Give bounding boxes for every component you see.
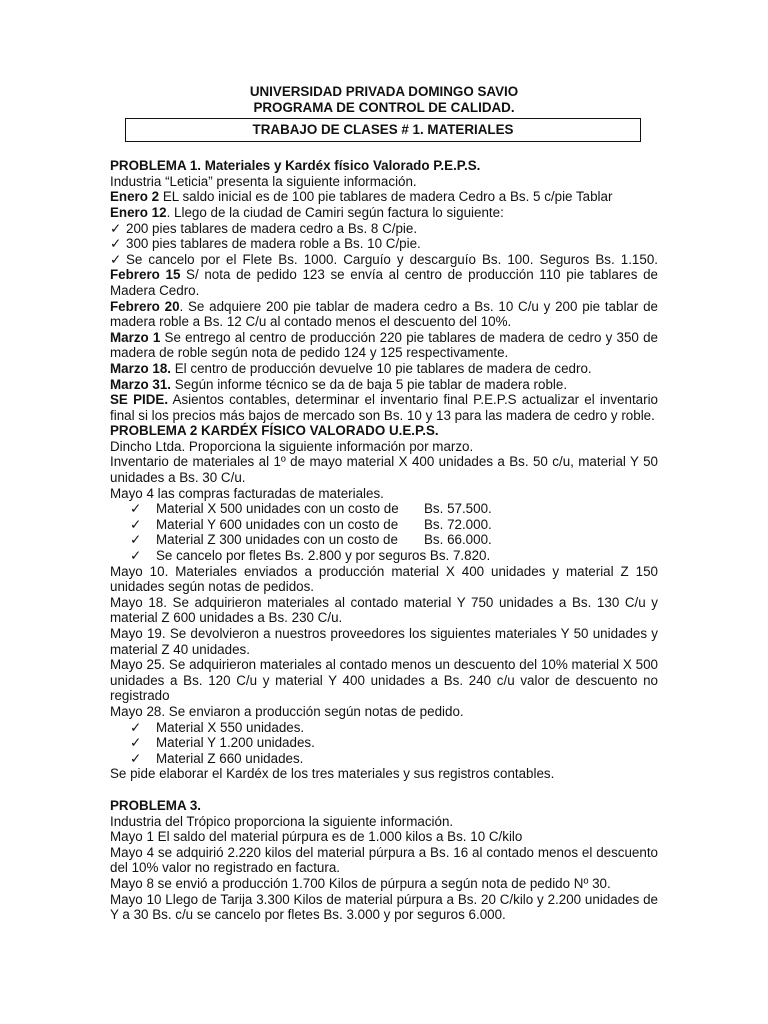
check-item: ✓ 200 pies tablares de madera cedro a Bs. 8 C/pie. — [110, 220, 418, 236]
p1-enero-12 — [110, 205, 658, 221]
date-label: Enero 2 — [110, 189, 160, 205]
p1-marzo-18 — [110, 361, 658, 377]
entry-text: Según informe técnico se da de baja 5 pie tablar de madera roble. — [171, 376, 568, 392]
p2-mayo-19: Mayo 19. Se devolvieron a nuestros proveedores los siguientes materiales Y 50 unidades y material Z 40 unidades. — [110, 626, 658, 657]
checkmark-icon: ✓ — [130, 750, 142, 766]
p3-mayo-10: Mayo 10 Llego de Tarija 3.300 Kilos de material púrpura a Bs. 20 C/kilo y 2.200 unidades de Y a 30 Bs. c/u se cancelo por fletes Bs. 3.000 y por seguros 6.000. — [110, 891, 658, 923]
check-item: ✓ Se cancelo por el Flete Bs. 1000. Carguío y descarguío Bs. 100. Seguros Bs. 1.150. — [110, 251, 658, 267]
sent-item: ✓ Material Z 660 unidades. — [130, 750, 304, 766]
p2-mayo-4: Mayo 4 las compras facturadas de materiales. — [110, 485, 384, 501]
problem-2-title: PROBLEMA 2 KARDÉX FÍSICO VALORADO U.E.P.S. — [110, 423, 439, 439]
checkmark-icon: ✓ — [130, 548, 142, 564]
p1-marzo-31 — [110, 377, 658, 393]
entry-text: . Se adquiere 200 pie tablar de madera cedro a Bs. 10 C/u y 200 pie tablar de madera roble a Bs. 12 C/u al contado menos el descuento del 10%. — [110, 298, 658, 330]
date-label: Marzo 31. — [110, 376, 172, 392]
p1-febrero-20 — [110, 299, 658, 330]
program-title: PROGRAMA DE CONTROL DE CALIDAD. — [253, 99, 515, 115]
p1-enero-2 — [110, 189, 658, 205]
problem-1-title: PROBLEMA 1. Materiales y Kardéx físico Valorado P.E.P.S. — [110, 158, 481, 174]
checkmark-icon: ✓ — [130, 532, 142, 548]
entry-text: S/ nota de pedido 123 se envía al centro de producción 110 pie tablares de Madera Cedro. — [110, 267, 658, 298]
freight-item: ✓ Se cancelo por fletes Bs. 2.800 y por seguros Bs. 7.820. — [130, 548, 491, 564]
p2-mayo-25: Mayo 25. Se adquirieron materiales al contado menos un descuento del 10% material X 500 unidades a Bs. 120 C/u y material Y 400 unidades a Bs. 240 c/u valor de descuento no registrado — [110, 657, 658, 704]
purchase-item: ✓ Material X 500 unidades con un costo de Bs. 57.500. — [130, 501, 492, 517]
date-label: Febrero 15 — [110, 267, 181, 283]
work-title-box: TRABAJO DE CLASES # 1. MATERIALES — [125, 118, 641, 142]
entry-text: . Llego de la ciudad de Camiri según factura lo siguiente: — [166, 204, 504, 220]
checkmark-icon: ✓ — [130, 501, 142, 517]
problem-2-intro: Dincho Ltda. Proporciona la siguiente información por marzo. — [110, 438, 474, 454]
date-label: Marzo 18. — [110, 360, 172, 376]
p2-mayo-28: Mayo 28. Se enviaron a producción según notas de pedido. — [110, 703, 464, 719]
date-label: Enero 12 — [110, 204, 167, 220]
date-label: SE PIDE. — [110, 392, 169, 408]
purchase-item: ✓ Material Z 300 unidades con un costo de Bs. 66.000. — [130, 532, 492, 548]
problem-1-intro: Industria “Leticia” presenta la siguiente información. — [110, 173, 417, 189]
problem-3-intro: Industria del Trópico proporciona la siguiente información. — [110, 813, 454, 829]
checkmark-icon: ✓ — [130, 719, 142, 735]
checkmark-icon: ✓ — [110, 220, 122, 236]
university-title: UNIVERSIDAD PRIVADA DOMINGO SAVIO — [249, 84, 519, 99]
problem-3-title: PROBLEMA 3. — [110, 797, 202, 813]
checkmark-icon: ✓ — [110, 251, 122, 267]
p1-marzo-1 — [110, 330, 658, 361]
p3-mayo-4: Mayo 4 se adquirió 2.220 kilos del material púrpura a Bs. 16 al contado menos el descuento del 10% valor no registrado en factura. — [110, 844, 658, 876]
entry-text: Se entrego al centro de producción 220 pie tablares de madera de cedro y 350 de madera de roble según nota de pedido 124 y 125 respectivamente. — [110, 329, 658, 361]
purchase-item: ✓ Material Y 600 unidades con un costo de Bs. 72.000. — [130, 516, 492, 532]
entry-text: El centro de producción devuelve 10 pie tablares de madera de cedro. — [171, 360, 592, 376]
p2-mayo-10: Mayo 10. Materiales enviados a producción material X 400 unidades y material Z 150 unidades según notas de pedidos. — [110, 563, 658, 595]
p1-febrero-15 — [110, 267, 658, 298]
p2-inventory: Inventario de materiales al 1º de mayo material X 400 unidades a Bs. 50 c/u, material Y 50 unidades a Bs. 30 C/u. — [110, 454, 658, 486]
sent-item: ✓ Material X 550 unidades. — [130, 719, 305, 735]
document-page — [110, 84, 658, 923]
check-item: ✓ 300 pies tablares de madera roble a Bs. 10 C/pie. — [110, 236, 421, 252]
checkmark-icon: ✓ — [130, 516, 142, 532]
p2-mayo-18: Mayo 18. Se adquirieron materiales al contado material Y 750 unidades a Bs. 130 C/u y material Z 600 unidades a Bs. 230 C/u. — [110, 594, 658, 626]
checkmark-icon: ✓ — [110, 236, 122, 252]
p3-mayo-1: Mayo 1 El saldo del material púrpura es de 1.000 kilos a Bs. 10 C/kilo — [110, 829, 523, 845]
entry-text: Asientos contables, determinar el inventario final P.E.P.S actualizar el inventario final si los precios más bajos de mercado son Bs. 10 y 13 para las madera de cedro y roble. — [110, 392, 658, 423]
entry-text: EL saldo inicial es de 100 pie tablares de madera Cedro a Bs. 5 c/pie Tablar — [159, 189, 613, 205]
p1-se-pide — [110, 392, 658, 423]
date-label: Febrero 20 — [110, 298, 180, 314]
p2-se-pide: Se pide elaborar el Kardéx de los tres materiales y sus registros contables. — [110, 766, 555, 782]
date-label: Marzo 1 — [110, 329, 161, 345]
checkmark-icon: ✓ — [130, 735, 142, 751]
sent-item: ✓ Material Y 1.200 unidades. — [130, 735, 315, 751]
p3-mayo-8: Mayo 8 se envió a producción 1.700 Kilos de púrpura a según nota de pedido Nº 30. — [110, 875, 611, 891]
